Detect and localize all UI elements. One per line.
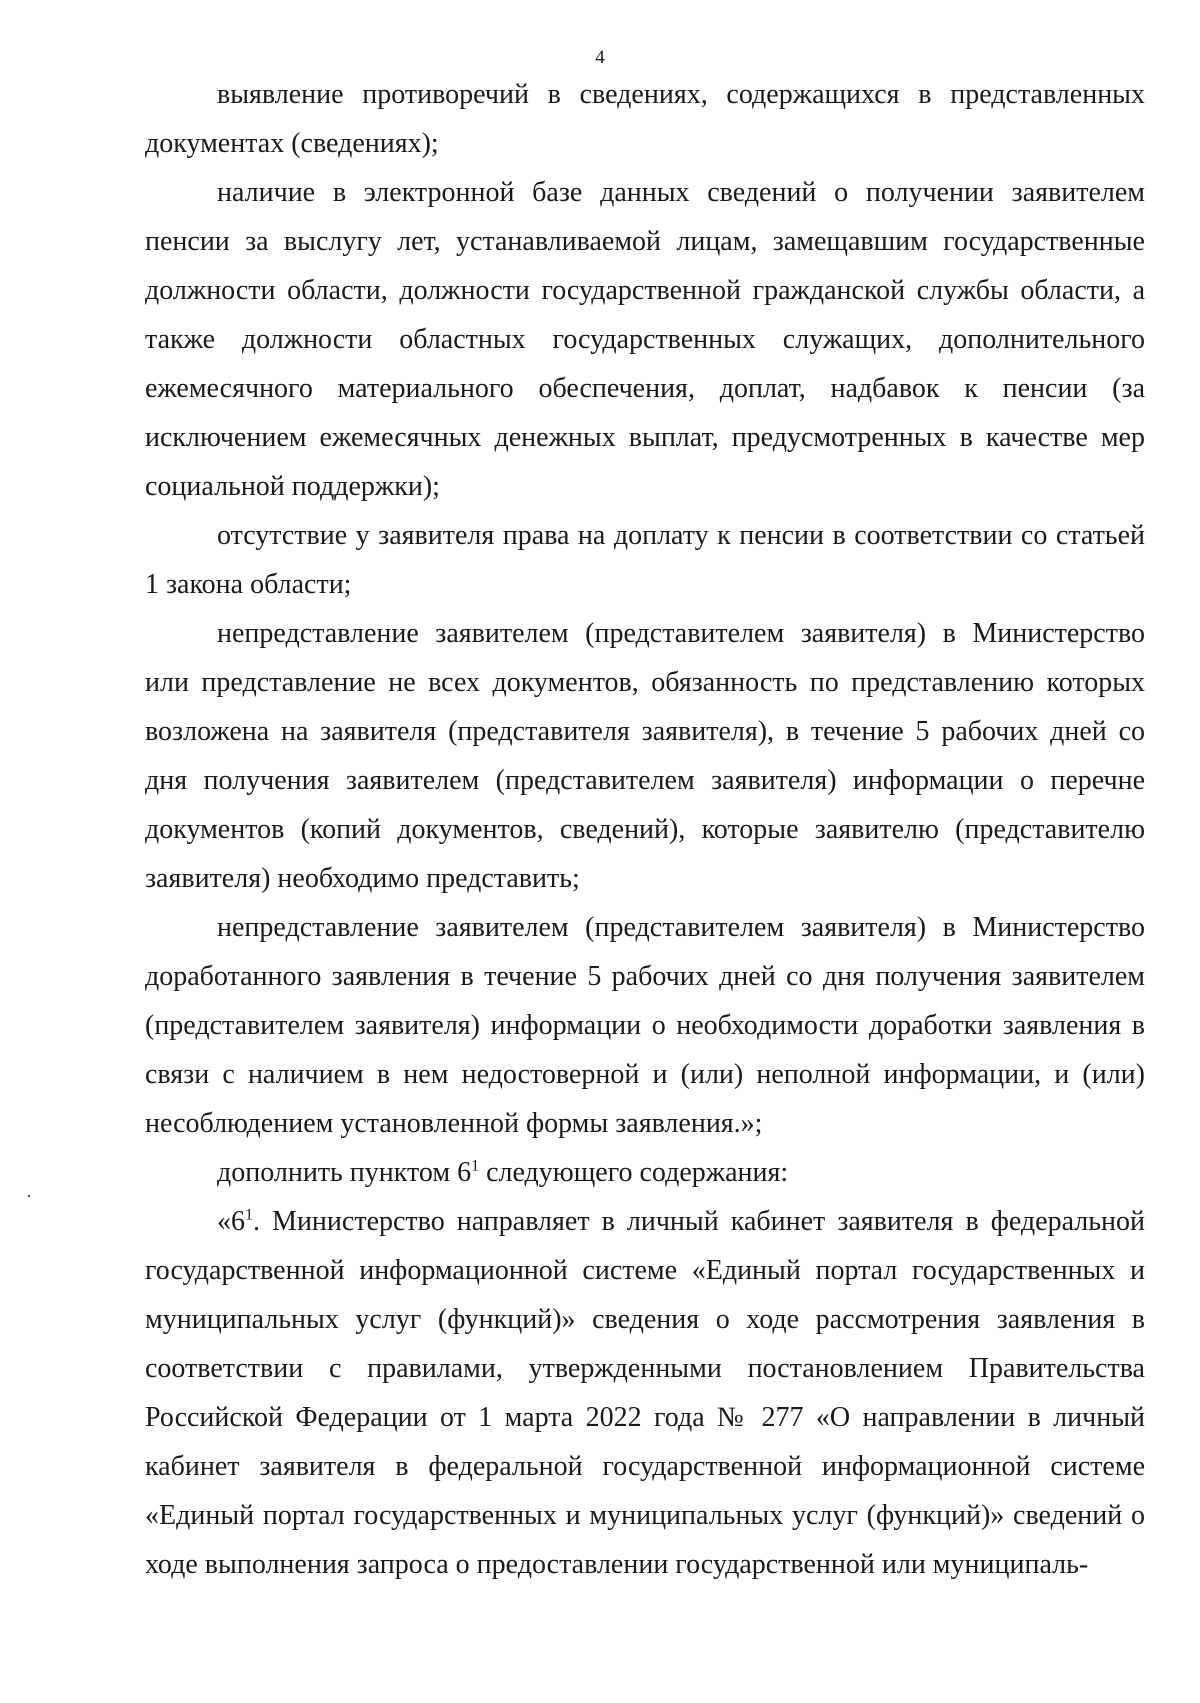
paragraph-no-right: отсутствие у заявителя права на доплату к пенсии в соответствии со статьей 1 закона области;	[145, 520, 1145, 600]
clause-superscript: 1	[245, 1206, 253, 1224]
scan-speck	[28, 1195, 30, 1197]
paragraph-missing-documents: непредставление заявителем (представителем заявителя) в Министерство или представление не всех документов, обязанность по представлению которых возложена на заявителя (представителя заявителя), в течение 5 рабочих дней со дня получения заявителем (представителем заявителя) информации о перечне документов (копий документов, сведений), которые заявителю (представителю заявителя) необходимо представить;	[145, 618, 1145, 894]
paragraph-clause-6-1	[145, 1197, 1145, 1589]
paragraph-contradictions: выявление противоречий в сведениях, содержащихся в представленных документах (сведениях);	[145, 79, 1145, 159]
paragraph-pension-records: наличие в электронной базе данных сведений о получении заявителем пенсии за выслугу лет, устанавливаемой лицам, замещавшим государственные должности области, должности государственной гражданской службы области, а также должности областных государственных служащих, дополнительного ежемесячного материального обеспечения, доплат, надбавок к пенсии (за исключением ежемесячных денежных выплат, предусмотренных в качестве мер социальной поддержки);	[145, 177, 1145, 502]
document-body	[145, 70, 1145, 1589]
clause-text-before: «6	[217, 1206, 245, 1237]
supplement-superscript: 1	[471, 1157, 480, 1175]
paragraph-revised-application: непредставление заявителем (представителем заявителя) в Министерство доработанного заявления в течение 5 рабочих дней со дня получения заявителем (представителем заявителя) информации о необходимости доработки заявления в связи с наличием в нем недостоверной и (или) неполной информации, и (или) несоблюдением установленной формы заявления.»;	[145, 912, 1145, 1139]
supplement-text-after: следующего содержания:	[479, 1157, 789, 1188]
page-number: 4	[595, 47, 605, 68]
supplement-text-before: дополнить пунктом 6	[217, 1157, 472, 1188]
clause-text-after: . Министерство направляет в личный кабинет заявителя в федеральной государственной информационной системе «Единый портал государственных и муниципальных услуг (функций)» сведения о ходе рассмотрения заявления в соответствии с правилами, утвержденными постановлением Правительства Российской Федерации от 1 марта 2022 года № 277 «О направлении в личный кабинет заявителя в федеральной государственной информационной системе «Единый портал государственных и муниципальных услуг (функций)» сведений о ходе выполнения запроса о предоставлении государственной или муниципаль-	[145, 1206, 1145, 1580]
paragraph-supplement-clause	[145, 1148, 1145, 1197]
